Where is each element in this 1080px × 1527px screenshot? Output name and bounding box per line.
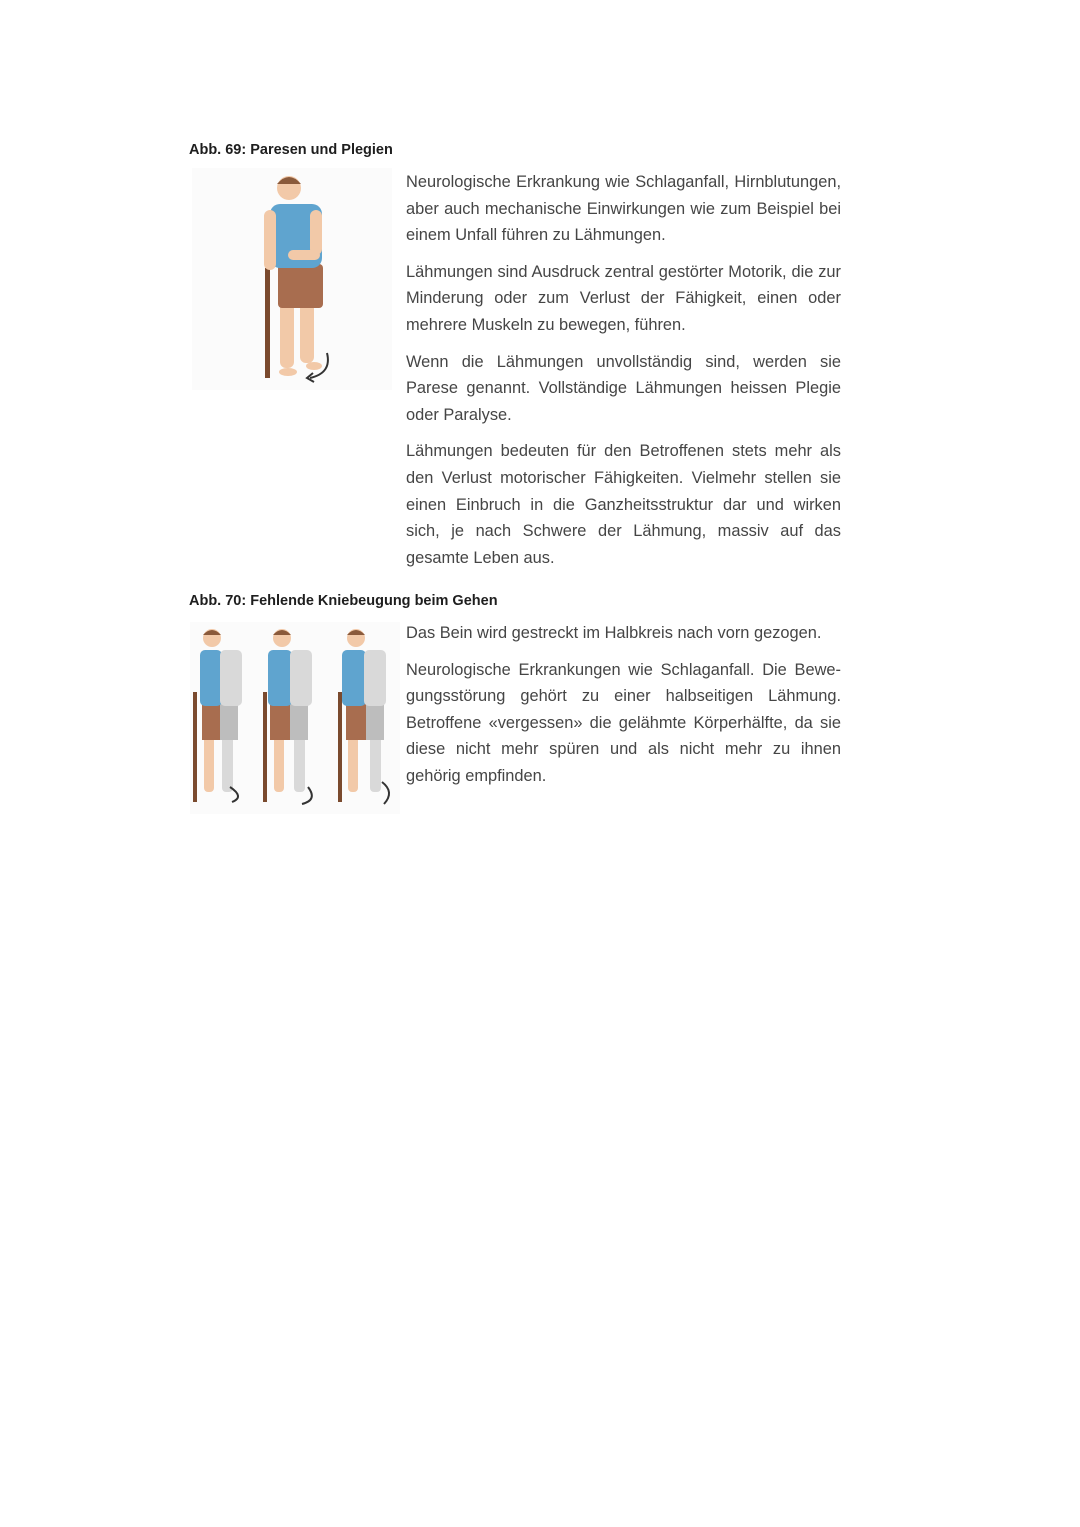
figure-69-text <box>406 169 841 581</box>
paragraph: Lähmungen sind Ausdruck zentral gestörter Motorik, die zur Minderung oder zum Verlust der Fähigkeit, einen oder mehrere Muskeln zu bewegen, führen. <box>406 262 841 334</box>
figure-69-caption: Abb. 69: Paresen und Plegien <box>189 142 393 158</box>
paragraph: Lähmungen bedeuten für den Betroffenen stets mehr als den Verlust motorischer Fähigkeiten. Vielmehr stellen sie einen Einbruch in die Ganzheitsstruktur dar und wirken sich, je nach Schwere der Lähmung, massiv auf das gesamte Leben aus. <box>406 442 841 567</box>
paragraph: Neurologische Erkrankungen wie Schlaganfall. Die Bewegungsstörung gehört zu einer halbseitigen Lähmung. Betroffene «vergessen» die gelähmte Körperhälfte, da sie diese nicht mehr spüren und als nicht mehr zu ihnen gehörig empfinden. <box>406 660 841 785</box>
figure-70-text <box>406 620 841 800</box>
paresis-figure-illustration <box>192 168 392 390</box>
paragraph: Neurologische Erkrankung wie Schlaganfall, Hirnblutungen, aber auch mechanische Einwirkungen wie zum Beispiel bei einem Unfall führen zu Lähmungen. <box>406 173 841 245</box>
figure-70-caption: Abb. 70: Fehlende Kniebeugung beim Gehen <box>189 593 498 609</box>
gait-sequence-illustration <box>190 622 400 814</box>
paragraph: Das Bein wird gestreckt im Halbkreis nach vorn gezogen. <box>406 624 822 642</box>
paragraph: Wenn die Lähmungen unvollständig sind, werden sie Parese genannt. Vollständige Lähmungen heissen Plegie oder Paralyse. <box>406 352 841 424</box>
